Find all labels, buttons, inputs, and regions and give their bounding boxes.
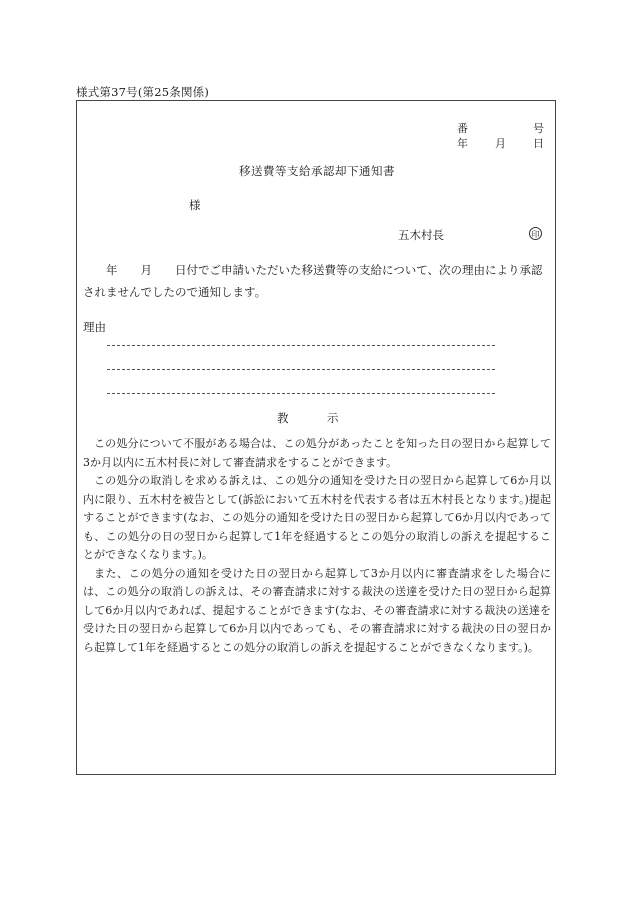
instruction-heading-right: 示 — [327, 411, 339, 425]
day-label: 日 — [533, 137, 544, 150]
notice-form-frame — [76, 100, 556, 775]
instruction-paragraph-3: また、この処分の通知を受けた日の翌日から起算して3か月以内に審査請求をした場合には、この処分の取消しの訴えは、その審査請求に対する裁決の送達を受けた日の翌日から起算して6か月以内であれば、提起することができます(なお、その審査請求に対する裁決の送達を受けた日の翌日から起算して6か月以内であっても、その審査請求に対する裁決の日の翌日から起算して1年を経過するとこの処分の取消しの訴えを提起することができなくなります。)。 — [83, 566, 551, 654]
number-label: 番 — [457, 122, 468, 135]
year-label: 年 — [457, 137, 468, 150]
form-number-label: 様式第37号(第25条関係) — [76, 85, 210, 99]
seal-mark: 印 — [529, 227, 542, 240]
instruction-paragraph-1: この処分について不服がある場合は、この処分があったことを知った日の翌日から起算して3か月以内に五木村長に対して審査請求をすることができます。 — [83, 437, 551, 469]
instruction-body — [83, 435, 551, 657]
month-label: 月 — [495, 137, 506, 150]
reason-line-2 — [107, 369, 495, 370]
reason-line-3 — [107, 393, 495, 394]
instruction-paragraph-2: この処分の取消しを求める訴えは、この処分の通知を受けた日の翌日から起算して6か月以内に限り、五木村を被告として(訴訟において五木村を代表する者は五木村長となります。)提起することができます(なお、この処分の通知を受けた日の翌日から起算して6か月以内であっても、この処分の日の翌日から起算して1年を経過するとこの処分の取消しの訴えを提起することができなくなります。)。 — [83, 474, 551, 561]
number-suffix: 号 — [533, 122, 544, 135]
instruction-heading-left: 教 — [277, 411, 289, 425]
reason-label: 理由 — [83, 320, 106, 334]
addressee-suffix: 様 — [189, 198, 201, 212]
reason-line-1 — [107, 345, 495, 346]
document-title: 移送費等支給承認却下通知書 — [239, 164, 395, 178]
intro-text: 年 月 日付でご申請いただいた移送費等の支給について、次の理由により承認されませんでしたので通知します。 — [83, 263, 543, 299]
sender-name: 五木村長 — [398, 228, 444, 242]
